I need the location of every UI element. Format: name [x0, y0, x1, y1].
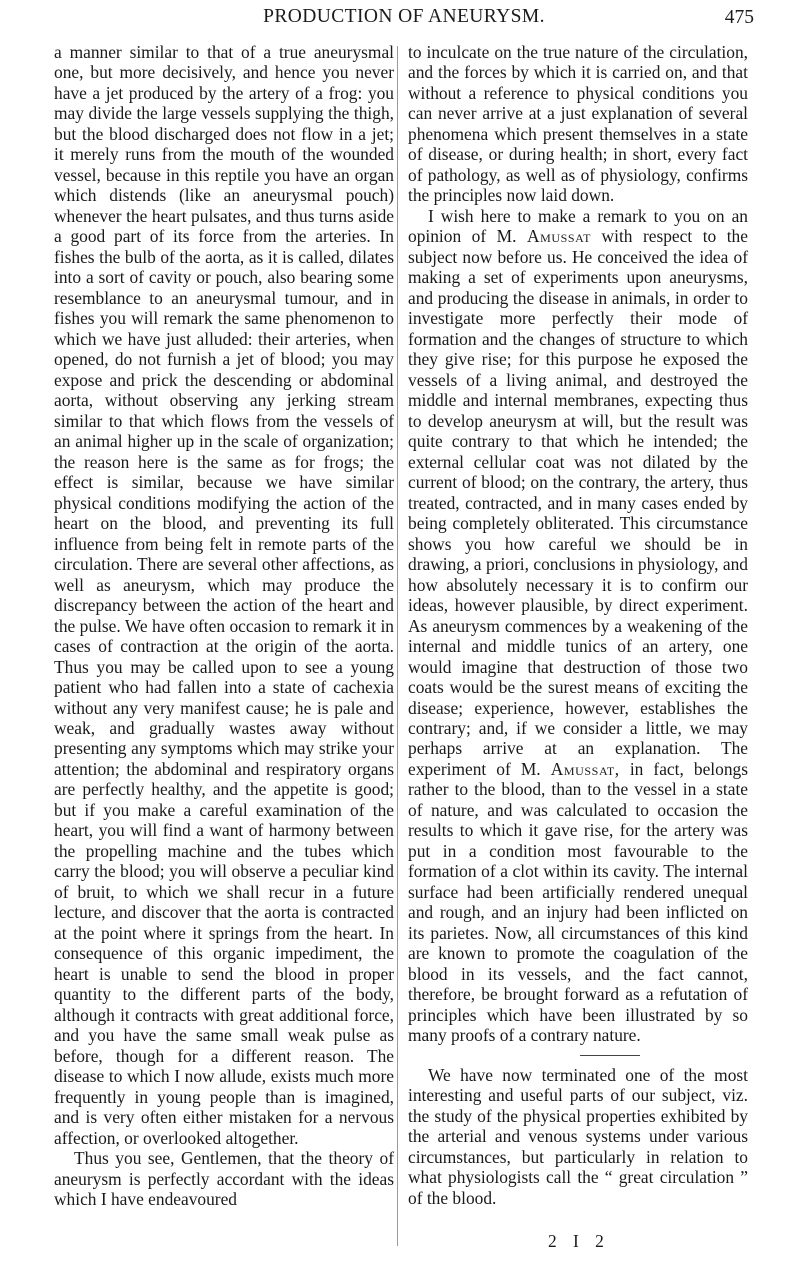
amussat-text-after: in fact, belongs rather to the blood, than to the vessel in a state of nature, and was calculated to occasion the results to which it gave rise, for the artery was put in a condition most favourable to the formation of a clot within its cavity. The internal surface had been artificially rendered unequal and rough, and an injury had been inflicted on its parietes. Now, all circumstances of this kind are known to promote the coagulation of the blood in its vessels, and the fact cannot, therefore, be brought forward as a refutation of principles which have been illustrated by so many proofs of a contrary nature.: [408, 758, 748, 1046]
page-number: 475: [724, 7, 754, 28]
right-paragraph-conclusion: We have now terminated one of the most interesting and useful parts of our subject, viz. the study of the physical properties exhibited by the arterial and venous systems under various circumstances, but particularly in relation to what physiologists call the “ great circulation ” of the blood.: [408, 1064, 748, 1208]
running-head: [54, 6, 754, 32]
left-paragraph-continued: a manner similar to that of a true aneurysmal one, but more decisively, and hence you never have a jet produced by the artery of a frog: you may divide the large vessels supplying the thigh, but the blood discharged does not flow in a jet; it merely runs from the mouth of the wounded vessel, because in this reptile you have an organ which distends (like an aneurysmal pouch) whenever the heart pulsates, and thus turns aside a good part of its force from the arteries. In fishes the bulb of the aorta, as it is called, dilates into a sort of cavity or pouch, also bearing some resemblance to an aneurysmal tumour, and in fishes you will remark the same phenomenon to which we have just alluded: their arteries, when opened, do not furnish a jet of blood; you may expose and prick the descending or abdominal aorta, without observing any jerking stream similar to that which flows from the vessels of an animal higher up in the scale of organization; the reason here is the same as for frogs; the effect is similar, because we have similar physical conditions modifying the action of the heart on the blood, and preventing its full influence from being felt in remote parts of the circulation. There are several other affections, as well as aneurysm, which may produce the discrepancy between the action of the heart and the pulse. We have often occasion to remark it in cases of contraction at the origin of the aorta. Thus you may be called upon to see a young patient who had fallen into a state of cachexia without any very manifest cause; he is pale and weak, and gradually wastes away without presenting any symptoms which may strike your attention; the abdominal and respiratory organs are perfectly healthy, and the appetite is good; but if you make a careful examination of the heart, you will find a want of harmony between the propelling machine and the tubes which carry the blood; you will observe a peculiar kind of bruit, to which we shall recur in a future lecture, and discover that the aorta is contracted at the point where it springs from the heart. In consequence of this organic impediment, the heart is unable to send the blood in proper quantity to the different parts of the body, although it contracts with great additional force, and you have the same small weak pulse as before, though for a different reason. The disease to which I now allude, exists much more frequently in young people than is imagined, and is very often either mistaken for a nervous affection, or overlooked altogether.: [54, 42, 394, 1148]
column-divider: [397, 46, 398, 1246]
right-column: [408, 42, 748, 1208]
right-paragraph-amussat: [408, 206, 748, 1046]
author-name-amussat: Amussat: [526, 226, 592, 247]
amussat-text-middle: with respect to the subject now before us. He conceived the idea of making a set of experiments upon aneurysms, and producing the disease in animals, in order to investigate more perfectly their mode of formation and the changes of structure to which they give rise; for this purpose he exposed the vessels of a living animal, and destroyed the middle and internal membranes, expecting thus to develop aneurysm at will, but the result was quite contrary to that which he intended; the external cellular coat was not dilated by the current of blood; on the contrary, the artery, thus treated, contracted, and in many cases ended by being completely obliterated. This circumstance shows you how careful we should be in drawing, a priori, conclusions in physiology, and how absolutely necessary it is to confirm our ideas, however plausible, by direct experiment. As aneurysm commences by a weakening of the internal and middle tunics of an artery, one would imagine that destruction of those two coats would be the surest means of exciting the disease; experience, however, establishes the contrary; and, if we consider a little, we may perhaps arrive at an explanation. The experiment of M.: [408, 226, 748, 779]
right-paragraph-continued: to inculcate on the true nature of the circulation, and the forces by which it is carried on, and that without a reference to physical conditions you can never arrive at a just explanation of several phenomena which present themselves in a state of disease, or during health; in short, every fact of pathology, as well as of physiology, confirms the principles now laid down.: [408, 42, 748, 206]
section-divider: [580, 1055, 640, 1056]
running-title: PRODUCTION OF ANEURYSM.: [263, 6, 545, 27]
amussat-text-before: I wish here to make a remark to you on an opinion of M.: [408, 205, 748, 247]
author-name-amussat-second: Amussat,: [550, 758, 620, 779]
left-column: [54, 42, 394, 1210]
left-paragraph-conclusion: Thus you see, Gentlemen, that the theory of aneurysm is perfectly accordant with the ideas which I have endeavoured: [54, 1148, 394, 1210]
printer-signature-mark: 2 I 2: [548, 1231, 610, 1251]
